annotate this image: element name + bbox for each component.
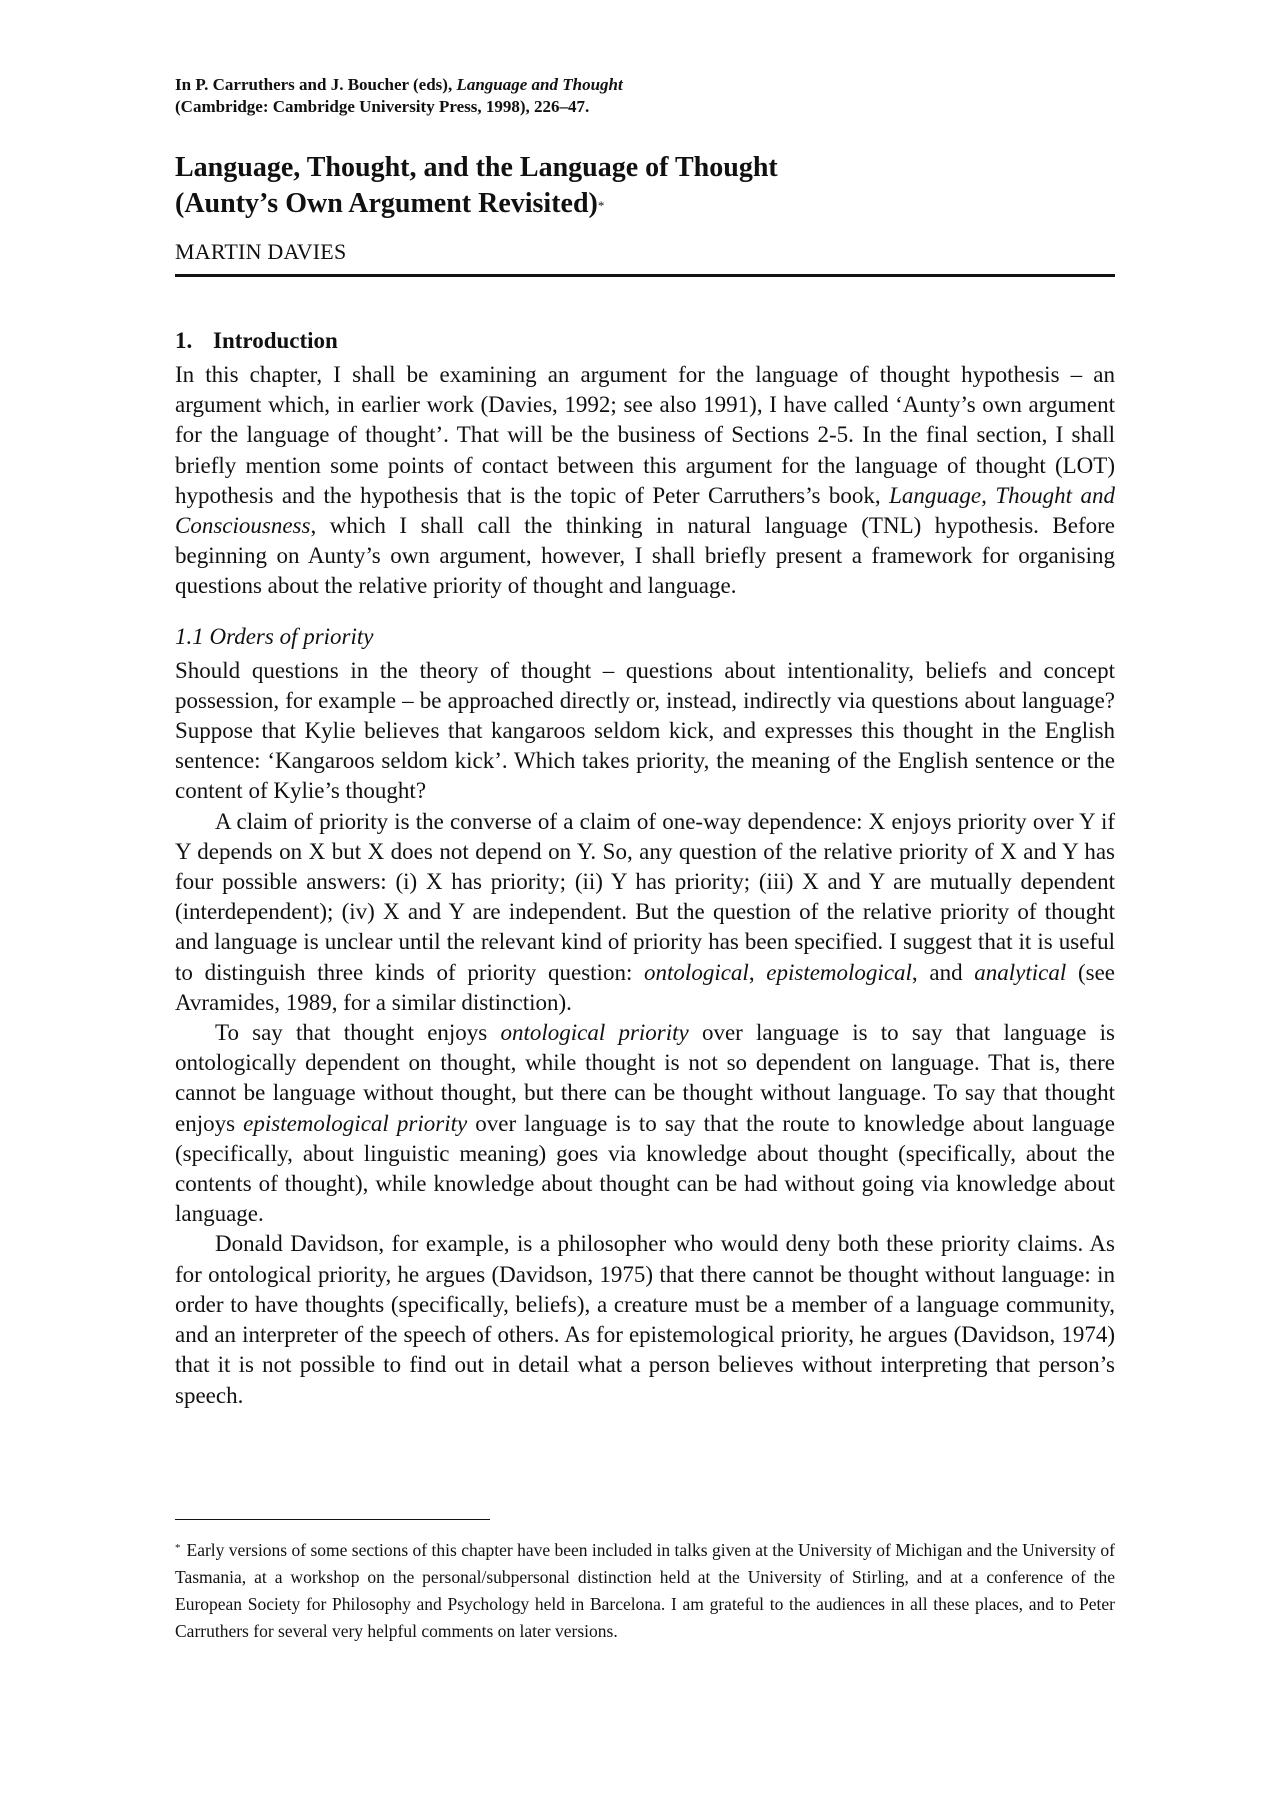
term-epistemological: epistemological — [766, 959, 912, 985]
intro-paragraph: In this chapter, I shall be examining an argument for the language of thought hypothesis – an argument which, in earlier work (Davies, 1992; see also 1991), I have called ‘Aunty’s own argument for the language of thought’. That will be the business of Sections 2-5. In the final section, I shall briefly mention some points of contact between this argument for the language of thought (LOT) hypothesis and the hypothesis that is the topic of Peter Carruthers’s book, Language, Thought and Consciousness, which I shall call the thinking in natural language (TNL) hypothesis. Before beginning on Aunty’s own argument, however, I shall briefly present a framework for organising questions about the relative priority of thought and language. — [175, 362, 1115, 599]
priority-paragraph-1: Should questions in the theory of thought – questions about intentionality, beliefs and concept possession, for example – be approached directly or, instead, indirectly via questions about language? Suppose that Kylie believes that kangaroos seldom kick, and expresses this thought in the English sentence: ‘Kangaroos seldom kick’. Which takes priority, the meaning of the English sentence or the content of Kylie’s thought? — [175, 657, 1115, 804]
author-name: MARTIN DAVIES — [175, 238, 1115, 277]
title-block — [175, 150, 1115, 277]
footnote-text: Early versions of some sections of this chapter have been included in talks given at the University of Michigan and the University of Tasmania, at a workshop on the personal/subpersonal distinction held at the University of Stirling, and at a conference of the European Society for Philosophy and Psychology held in Barcelona. I am grateful to the audiences in all these places, and to Peter Carruthers for several very helpful comments on later versions. — [175, 1540, 1115, 1641]
term-epistemological-priority: epistemological priority — [243, 1110, 468, 1136]
paper-body — [175, 326, 1115, 1411]
footnote-divider — [175, 1519, 490, 1520]
section-heading-introduction — [175, 326, 1115, 356]
citation-line-1: In P. Carruthers and J. Boucher (eds), Language and Thought — [175, 75, 623, 94]
citation-header — [175, 74, 1075, 118]
paper-title — [175, 150, 1115, 222]
priority-paragraph-2: A claim of priority is the converse of a claim of one-way dependence: X enjoys priority over Y if Y depends on X but X does not depend on Y. So, any question of the relative priority of X and Y has four possible answers: (i) X has priority; (ii) Y has priority; (iii) X and Y are mutually dependent (interdependent); (iv) X and Y are independent. But the question of the relative priority of thought and language is unclear until the relevant kind of priority has been specified. I suggest that it is useful to distinguish three kinds of priority question: ontological, epistemological, and analytical (see Avramides, 1989, for a similar distinction). — [175, 808, 1115, 1015]
citation-line-2: (Cambridge: Cambridge University Press, 1998), 226–47. — [175, 97, 590, 116]
priority-paragraph-4: Donald Davidson, for example, is a philosopher who would deny both these priority claims. As for ontological priority, he argues (Davidson, 1975) that there cannot be thought without language: in order to have thoughts (specifically, beliefs), a creature must be a member of a language community, and an interpreter of the speech of others. As for epistemological priority, he argues (Davidson, 1974) that it is not possible to find out in detail what a person believes without interpreting that person’s speech. — [175, 1231, 1115, 1408]
term-ontological: ontological — [644, 959, 749, 985]
subsection-heading-orders-of-priority: 1.1 Orders of priority — [175, 623, 374, 649]
book-title-reference: Language, Thought and Consciousness — [175, 482, 1115, 539]
term-analytical: analytical — [974, 959, 1067, 985]
footnote — [175, 1537, 1115, 1645]
section-title: Introduction — [213, 328, 338, 353]
title-line-2: (Aunty’s Own Argument Revisited) — [175, 188, 598, 219]
title-line-1: Language, Thought, and the Language of Thought — [175, 152, 778, 183]
priority-paragraph-3: To say that thought enjoys ontological priority over language is to say that language is ontologically dependent on thought, while thought is not so dependent on language. That is, there cannot be language without thought, but there can be thought without language. To say that thought enjoys epistemological priority over language is to say that the route to knowledge about language (specifically, about linguistic meaning) goes via knowledge about thought (specifically, about the contents of thought), while knowledge about thought can be had without going via knowledge about language. — [175, 1020, 1116, 1227]
term-ontological-priority: ontological priority — [500, 1020, 689, 1046]
footnote-marker: * — [175, 1542, 181, 1554]
citation-book-title: Language and Thought — [456, 75, 623, 94]
section-number: 1. — [175, 328, 193, 353]
title-footnote-marker: * — [597, 198, 605, 213]
